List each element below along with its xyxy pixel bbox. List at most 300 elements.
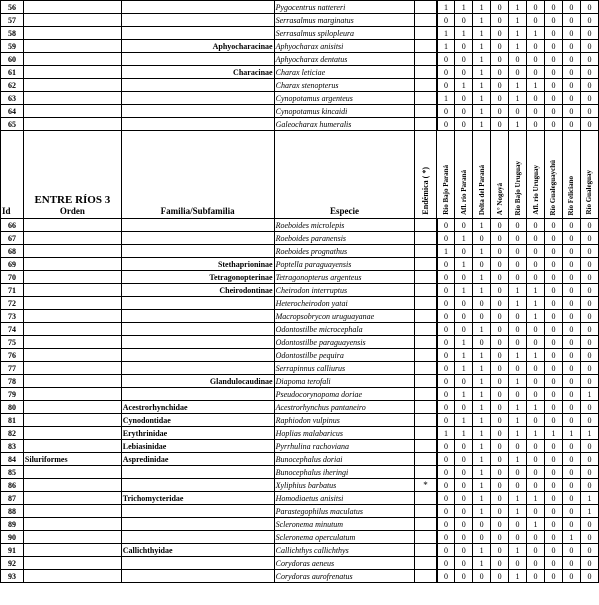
order-label: Orden	[59, 206, 85, 216]
row-value: 0	[580, 66, 598, 79]
row-value: 0	[562, 349, 580, 362]
row-value: 1	[473, 544, 491, 557]
row-value: 0	[437, 492, 455, 505]
row-subfamily	[198, 92, 274, 105]
row-value: 0	[544, 284, 562, 297]
row-value: 0	[455, 453, 473, 466]
row-value: 1	[509, 505, 527, 518]
row-endemic	[415, 40, 437, 53]
row-family	[121, 14, 198, 27]
row-order	[23, 375, 121, 388]
row-value: 1	[509, 375, 527, 388]
row-id: 83	[1, 440, 24, 453]
row-endemic	[415, 14, 437, 27]
row-order	[23, 258, 121, 271]
row-value: 0	[437, 544, 455, 557]
row-value: 0	[544, 505, 562, 518]
row-value: 0	[455, 531, 473, 544]
row-family	[121, 570, 198, 583]
row-species: Diapoma terofali	[274, 375, 415, 388]
table-row	[1, 118, 599, 131]
row-value: 0	[509, 388, 527, 401]
row-value: 0	[580, 375, 598, 388]
row-endemic	[415, 492, 437, 505]
row-value: 0	[562, 492, 580, 505]
row-value: 0	[527, 271, 545, 284]
row-id: 61	[1, 66, 24, 79]
row-value: 1	[473, 105, 491, 118]
row-subfamily	[198, 466, 274, 479]
row-value: 0	[527, 323, 545, 336]
row-order	[23, 1, 121, 14]
row-id: 59	[1, 40, 24, 53]
row-order	[23, 105, 121, 118]
row-value: 1	[473, 53, 491, 66]
table-row	[1, 362, 599, 375]
row-value: 0	[455, 14, 473, 27]
row-family	[121, 531, 198, 544]
row-value: 1	[437, 27, 455, 40]
row-value: 0	[580, 362, 598, 375]
row-value: 0	[562, 66, 580, 79]
row-species: Scleronema minutum	[274, 518, 415, 531]
row-endemic	[415, 570, 437, 583]
header-col-6: Río Gualeguaychú	[544, 131, 562, 219]
row-species: Heterocheirodon yatai	[274, 297, 415, 310]
row-subfamily	[198, 27, 274, 40]
row-order	[23, 297, 121, 310]
header-order	[23, 131, 121, 219]
row-value: 1	[527, 310, 545, 323]
row-value: 0	[437, 479, 455, 492]
table-header	[1, 131, 599, 219]
row-id: 58	[1, 27, 24, 40]
table-row	[1, 219, 599, 232]
row-value: 1	[473, 27, 491, 40]
row-value: 0	[580, 27, 598, 40]
row-id: 93	[1, 570, 24, 583]
table-row	[1, 414, 599, 427]
row-value: 0	[527, 40, 545, 53]
row-value: 0	[544, 492, 562, 505]
row-value: 1	[473, 79, 491, 92]
row-value: 0	[562, 557, 580, 570]
row-species: Corydoras aurofrenatus	[274, 570, 415, 583]
row-endemic	[415, 219, 437, 232]
row-value: 0	[491, 284, 509, 297]
table-row	[1, 440, 599, 453]
row-value: 0	[562, 258, 580, 271]
row-value: 1	[562, 427, 580, 440]
row-value: 0	[437, 466, 455, 479]
row-value: 0	[580, 466, 598, 479]
row-value: 0	[437, 518, 455, 531]
row-order	[23, 557, 121, 570]
row-endemic	[415, 531, 437, 544]
row-value: 1	[455, 232, 473, 245]
row-value: 1	[527, 79, 545, 92]
row-value: 1	[509, 284, 527, 297]
row-species: Homodiaetus anisitsi	[274, 492, 415, 505]
row-value: 0	[437, 232, 455, 245]
row-value: 1	[473, 427, 491, 440]
row-family	[121, 323, 198, 336]
row-value: 0	[455, 219, 473, 232]
table-row	[1, 401, 599, 414]
row-species: Bunocephalus doriai	[274, 453, 415, 466]
row-order	[23, 245, 121, 258]
row-value: 1	[544, 427, 562, 440]
row-value: 0	[544, 105, 562, 118]
row-family	[121, 245, 198, 258]
row-id: 89	[1, 518, 24, 531]
row-value: 1	[473, 1, 491, 14]
row-value: 0	[527, 105, 545, 118]
row-endemic	[415, 92, 437, 105]
row-subfamily	[198, 79, 274, 92]
row-value: 1	[455, 349, 473, 362]
table-row	[1, 518, 599, 531]
row-species: Galeocharax humeralis	[274, 118, 415, 131]
row-subfamily: Tetragonopterinae	[198, 271, 274, 284]
row-value: 0	[491, 271, 509, 284]
row-value: 0	[455, 557, 473, 570]
row-value: 0	[437, 258, 455, 271]
row-endemic	[415, 414, 437, 427]
row-value: 0	[580, 297, 598, 310]
row-species: Cheirodon interruptus	[274, 284, 415, 297]
row-family	[121, 479, 198, 492]
row-id: 70	[1, 271, 24, 284]
row-value: 1	[527, 401, 545, 414]
row-family	[121, 27, 198, 40]
row-order: Siluriformes	[23, 453, 121, 466]
row-id: 64	[1, 105, 24, 118]
row-family: Trichomycteridae	[121, 492, 198, 505]
row-value: 0	[455, 440, 473, 453]
row-order	[23, 479, 121, 492]
row-value: 1	[473, 323, 491, 336]
row-value: 0	[527, 466, 545, 479]
row-value: 0	[491, 375, 509, 388]
row-value: 0	[455, 310, 473, 323]
row-species: Charax leticiae	[274, 66, 415, 79]
row-id: 84	[1, 453, 24, 466]
row-value: 0	[562, 362, 580, 375]
row-id: 85	[1, 466, 24, 479]
row-id: 62	[1, 79, 24, 92]
row-value: 0	[580, 544, 598, 557]
table-row	[1, 245, 599, 258]
row-subfamily: Glandulocaudinae	[198, 375, 274, 388]
row-value: 0	[491, 557, 509, 570]
row-value: 0	[491, 297, 509, 310]
row-subfamily	[198, 336, 274, 349]
row-value: 0	[562, 271, 580, 284]
row-value: 0	[509, 245, 527, 258]
row-value: 0	[562, 118, 580, 131]
row-subfamily	[198, 245, 274, 258]
table-body-main	[1, 219, 599, 583]
table-row	[1, 258, 599, 271]
row-value: 1	[580, 492, 598, 505]
row-value: 0	[455, 245, 473, 258]
row-value: 0	[509, 440, 527, 453]
row-value: 0	[437, 440, 455, 453]
row-endemic	[415, 66, 437, 79]
row-id: 60	[1, 53, 24, 66]
row-value: 0	[562, 323, 580, 336]
row-value: 0	[544, 466, 562, 479]
header-col-1: Afl. río Paraná	[455, 131, 473, 219]
row-endemic	[415, 79, 437, 92]
row-value: 0	[491, 219, 509, 232]
row-species: Odontostilbe paraguayensis	[274, 336, 415, 349]
row-value: 0	[491, 388, 509, 401]
row-value: 0	[562, 479, 580, 492]
row-value: 0	[544, 53, 562, 66]
row-value: 0	[473, 531, 491, 544]
row-species: Corydoras aeneus	[274, 557, 415, 570]
row-value: 0	[527, 388, 545, 401]
row-family	[121, 466, 198, 479]
row-value: 0	[562, 440, 580, 453]
table-row	[1, 1, 599, 14]
row-species: Roeboides microlepis	[274, 219, 415, 232]
row-id: 75	[1, 336, 24, 349]
row-value: 0	[527, 362, 545, 375]
row-id: 81	[1, 414, 24, 427]
row-value: 0	[491, 544, 509, 557]
header-col-8: Río Gualeguay	[580, 131, 598, 219]
row-family: Lebiasinidae	[121, 440, 198, 453]
row-value: 0	[491, 232, 509, 245]
row-id: 67	[1, 232, 24, 245]
row-value: 1	[580, 427, 598, 440]
row-value: 0	[491, 53, 509, 66]
row-family	[121, 271, 198, 284]
row-order	[23, 271, 121, 284]
row-value: 0	[562, 92, 580, 105]
row-value: 0	[544, 414, 562, 427]
row-value: 0	[455, 40, 473, 53]
row-value: 1	[473, 453, 491, 466]
row-value: 0	[527, 570, 545, 583]
row-value: 0	[437, 336, 455, 349]
row-value: 0	[437, 531, 455, 544]
row-value: 1	[527, 284, 545, 297]
row-value: 1	[455, 27, 473, 40]
row-value: 0	[509, 518, 527, 531]
row-subfamily	[198, 570, 274, 583]
row-value: 0	[544, 27, 562, 40]
row-endemic	[415, 310, 437, 323]
row-value: 0	[580, 92, 598, 105]
row-value: 0	[580, 79, 598, 92]
row-id: 74	[1, 323, 24, 336]
row-value: 0	[580, 453, 598, 466]
row-value: 1	[473, 349, 491, 362]
row-endemic: *	[415, 479, 437, 492]
row-species: Serrasalmus marginatus	[274, 14, 415, 27]
row-subfamily: Stethaprioninae	[198, 258, 274, 271]
table-row	[1, 375, 599, 388]
table-row	[1, 453, 599, 466]
row-value: 1	[473, 388, 491, 401]
row-value: 1	[509, 118, 527, 131]
row-value: 1	[527, 492, 545, 505]
table-row	[1, 232, 599, 245]
row-subfamily	[198, 323, 274, 336]
row-value: 0	[491, 466, 509, 479]
row-id: 78	[1, 375, 24, 388]
row-species: Macropsobrycon uruguayanae	[274, 310, 415, 323]
row-value: 0	[527, 53, 545, 66]
table-row	[1, 27, 599, 40]
row-value: 1	[473, 479, 491, 492]
table-row	[1, 271, 599, 284]
row-value: 0	[509, 219, 527, 232]
row-value: 0	[437, 297, 455, 310]
table-row	[1, 466, 599, 479]
row-endemic	[415, 105, 437, 118]
row-value: 1	[509, 27, 527, 40]
row-subfamily: Characinae	[198, 66, 274, 79]
row-value: 1	[509, 492, 527, 505]
row-value: 0	[437, 414, 455, 427]
row-value: 0	[437, 219, 455, 232]
row-subfamily	[198, 531, 274, 544]
row-endemic	[415, 518, 437, 531]
row-value: 1	[509, 414, 527, 427]
row-endemic	[415, 544, 437, 557]
row-species: Roeboides prognathus	[274, 245, 415, 258]
row-value: 0	[527, 258, 545, 271]
row-order	[23, 66, 121, 79]
row-value: 1	[473, 466, 491, 479]
row-order	[23, 232, 121, 245]
row-endemic	[415, 557, 437, 570]
row-value: 0	[544, 336, 562, 349]
row-order	[23, 118, 121, 131]
row-value: 0	[562, 544, 580, 557]
row-value: 0	[527, 336, 545, 349]
row-value: 0	[527, 440, 545, 453]
table-row	[1, 505, 599, 518]
row-value: 0	[437, 362, 455, 375]
header-col-0: Río Bajo Paraná	[437, 131, 455, 219]
row-value: 0	[527, 232, 545, 245]
row-family	[121, 375, 198, 388]
row-value: 0	[527, 66, 545, 79]
row-order	[23, 388, 121, 401]
row-value: 0	[562, 40, 580, 53]
row-species: Pygocentrus nattereri	[274, 1, 415, 14]
row-value: 1	[509, 570, 527, 583]
row-value: 0	[527, 14, 545, 27]
row-value: 0	[527, 118, 545, 131]
row-value: 0	[437, 557, 455, 570]
row-value: 0	[473, 518, 491, 531]
row-species: Tetragonopterus argenteus	[274, 271, 415, 284]
row-order	[23, 531, 121, 544]
row-value: 0	[491, 349, 509, 362]
row-endemic	[415, 297, 437, 310]
table-row	[1, 297, 599, 310]
row-endemic	[415, 232, 437, 245]
row-value: 1	[509, 297, 527, 310]
row-value: 0	[544, 375, 562, 388]
row-value: 0	[580, 271, 598, 284]
row-value: 0	[562, 401, 580, 414]
table-row	[1, 284, 599, 297]
row-value: 0	[544, 479, 562, 492]
row-value: 0	[437, 388, 455, 401]
row-species: Roeboides paranensis	[274, 232, 415, 245]
row-value: 0	[544, 362, 562, 375]
row-order	[23, 492, 121, 505]
row-value: 1	[473, 92, 491, 105]
row-value: 1	[580, 388, 598, 401]
header-col-4: Río Bajo Uruguay	[509, 131, 527, 219]
row-family	[121, 518, 198, 531]
row-value: 0	[455, 297, 473, 310]
row-value: 0	[473, 258, 491, 271]
row-value: 0	[527, 544, 545, 557]
row-species: Acestrorhynchus pantaneiro	[274, 401, 415, 414]
row-value: 1	[509, 544, 527, 557]
row-subfamily	[198, 388, 274, 401]
row-value: 0	[544, 310, 562, 323]
row-value: 0	[562, 375, 580, 388]
row-id: 76	[1, 349, 24, 362]
row-value: 0	[562, 505, 580, 518]
row-value: 1	[455, 258, 473, 271]
row-value: 0	[509, 271, 527, 284]
row-value: 0	[527, 375, 545, 388]
row-value: 0	[562, 414, 580, 427]
row-value: 0	[509, 66, 527, 79]
row-order	[23, 440, 121, 453]
row-value: 0	[580, 14, 598, 27]
row-value: 0	[491, 427, 509, 440]
row-species: Aphyocharax dentatus	[274, 53, 415, 66]
row-value: 0	[491, 27, 509, 40]
row-value: 1	[437, 245, 455, 258]
row-subfamily	[198, 310, 274, 323]
row-value: 0	[562, 297, 580, 310]
row-value: 0	[544, 232, 562, 245]
row-order	[23, 79, 121, 92]
row-value: 0	[580, 118, 598, 131]
row-value: 0	[509, 258, 527, 271]
row-species: Xyliphius barbatus	[274, 479, 415, 492]
row-value: 0	[455, 401, 473, 414]
row-species: Cynopotamus kincaidi	[274, 105, 415, 118]
row-value: 0	[437, 323, 455, 336]
row-subfamily	[198, 453, 274, 466]
row-value: 0	[491, 440, 509, 453]
row-value: 0	[562, 14, 580, 27]
row-value: 0	[455, 505, 473, 518]
table-title: ENTRE RÍOS 3	[34, 194, 111, 206]
table-row	[1, 427, 599, 440]
row-subfamily	[198, 53, 274, 66]
row-value: 0	[455, 105, 473, 118]
row-order	[23, 466, 121, 479]
row-value: 0	[437, 118, 455, 131]
table-row	[1, 66, 599, 79]
